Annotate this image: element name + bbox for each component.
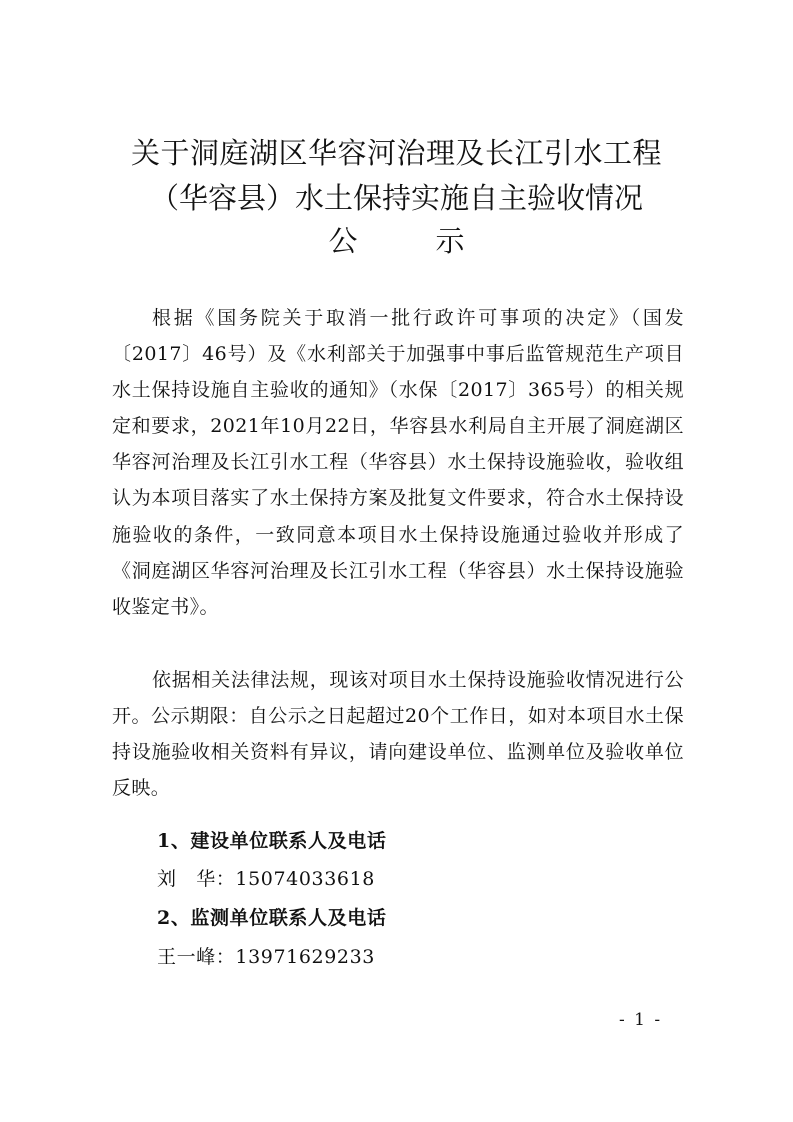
contact-construction-unit: 刘 华：15074033618 [157,868,375,890]
body-paragraph-1: 根据《国务院关于取消一批行政许可事项的决定》（国发〔2017〕46号）及《水利部关于加强事中事后监管规范生产项目水土保持设施自主验收的通知》（水保〔2017〕365号）的相关规定和要求，2021年10月22日，华容县水利局自主开展了洞庭湖区华容河治理及长江引水工程（华容县）水土保持设施验收，验收组认为本项目落实了水土保持方案及批复文件要求，符合水土保持设施验收的条件，一致同意本项目水土保持设施通过验收并形成了《洞庭湖区华容河治理及长江引水工程（华容县）水土保持设施验收鉴定书》。 [112,307,684,618]
body-paragraph-2: 依据相关法律法规，现该对项目水土保持设施验收情况进行公开。公示期限：自公示之日起超过20个工作日，如对本项目水土保持设施验收相关资料有异议，请向建设单位、监测单位及验收单位反映。 [112,669,684,800]
title-line-1: 关于洞庭湖区华容河治理及长江引水工程 [130,136,662,170]
page-number: - 1 - [619,1010,663,1030]
title-line-2: （华容县）水土保持实施自主验收情况 [149,181,643,215]
title-char-gong: 公 [328,224,358,258]
contact-monitoring-unit: 王一峰：13971629233 [157,946,375,968]
title-char-shi: 示 [435,224,465,258]
title-line-3 [0,224,793,258]
contact-heading-construction-unit: 1、建设单位联系人及电话 [157,830,387,852]
contact-heading-monitoring-unit: 2、监测单位联系人及电话 [157,907,387,929]
